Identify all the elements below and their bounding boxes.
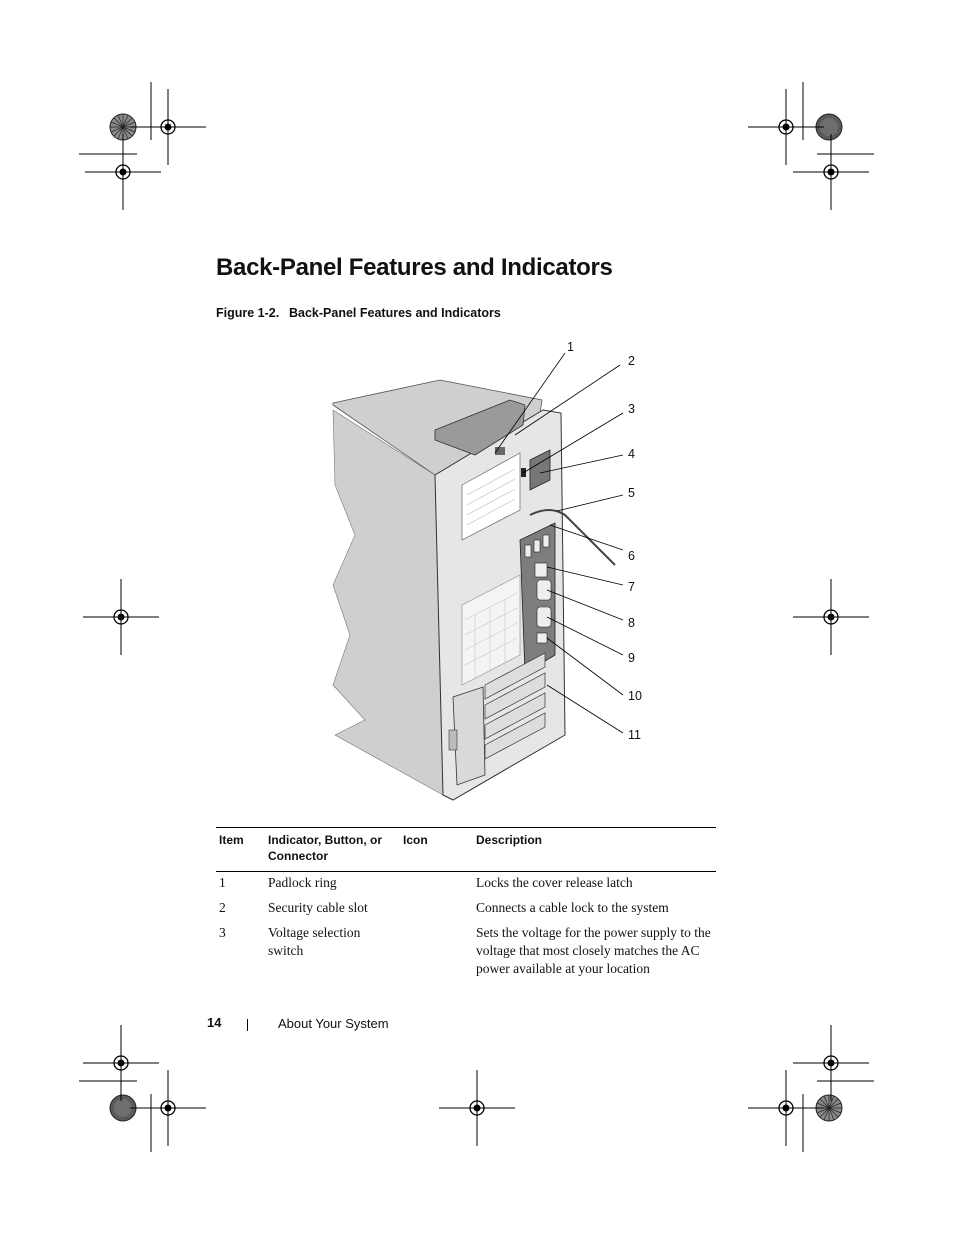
callout-4: 4 xyxy=(628,447,635,461)
corner-mark-bottom-left xyxy=(79,1025,206,1152)
cell-name: Security cable slot xyxy=(268,900,368,915)
cell-item: 3 xyxy=(219,925,226,940)
back-panel-illustration xyxy=(325,335,745,805)
header-description: Description xyxy=(476,833,543,847)
figure-label: Figure 1-2. xyxy=(216,306,280,320)
footer-section: About Your System xyxy=(278,1016,389,1031)
section-title: Back-Panel Features and Indicators xyxy=(216,254,613,281)
cell-item: 2 xyxy=(219,900,226,915)
callout-5: 5 xyxy=(628,486,635,500)
page-number: 14 xyxy=(207,1015,222,1030)
table-row xyxy=(216,922,716,983)
header-icon: Icon xyxy=(403,833,428,847)
callout-11: 11 xyxy=(628,728,641,742)
cell-description: Locks the cover release latch xyxy=(476,875,633,890)
side-mark-right xyxy=(793,579,869,655)
cell-name: Voltage selection switch xyxy=(268,925,361,958)
callout-8: 8 xyxy=(628,616,635,630)
callout-2: 2 xyxy=(628,354,635,368)
cell-name: Padlock ring xyxy=(268,875,337,890)
callout-9: 9 xyxy=(628,651,635,665)
cell-icon xyxy=(400,922,473,983)
table-header-row xyxy=(216,828,716,872)
callout-10: 10 xyxy=(628,689,642,703)
callout-6: 6 xyxy=(628,549,635,563)
callout-1: 1 xyxy=(567,340,574,354)
cell-description: Sets the voltage for the power supply to the voltage that most closely matches the AC power available at your location xyxy=(476,925,711,976)
table-row xyxy=(216,897,716,922)
features-table xyxy=(216,827,716,983)
footer-divider xyxy=(247,1019,248,1031)
corner-mark-top-left xyxy=(79,82,206,210)
header-item: Item xyxy=(219,833,244,847)
figure-title: Back-Panel Features and Indicators xyxy=(289,306,501,320)
corner-mark-bottom-center xyxy=(439,1070,515,1146)
corner-mark-top-right xyxy=(748,82,874,210)
cell-icon xyxy=(400,872,473,898)
cell-item: 1 xyxy=(219,875,226,890)
header-connector: Indicator, Button, or Connector xyxy=(268,833,382,863)
cell-description: Connects a cable lock to the system xyxy=(476,900,669,915)
corner-mark-bottom-right xyxy=(748,1025,874,1152)
table-row xyxy=(216,872,716,898)
side-mark-left xyxy=(83,579,159,655)
callout-7: 7 xyxy=(628,580,635,594)
callout-3: 3 xyxy=(628,402,635,416)
cell-icon xyxy=(400,897,473,922)
